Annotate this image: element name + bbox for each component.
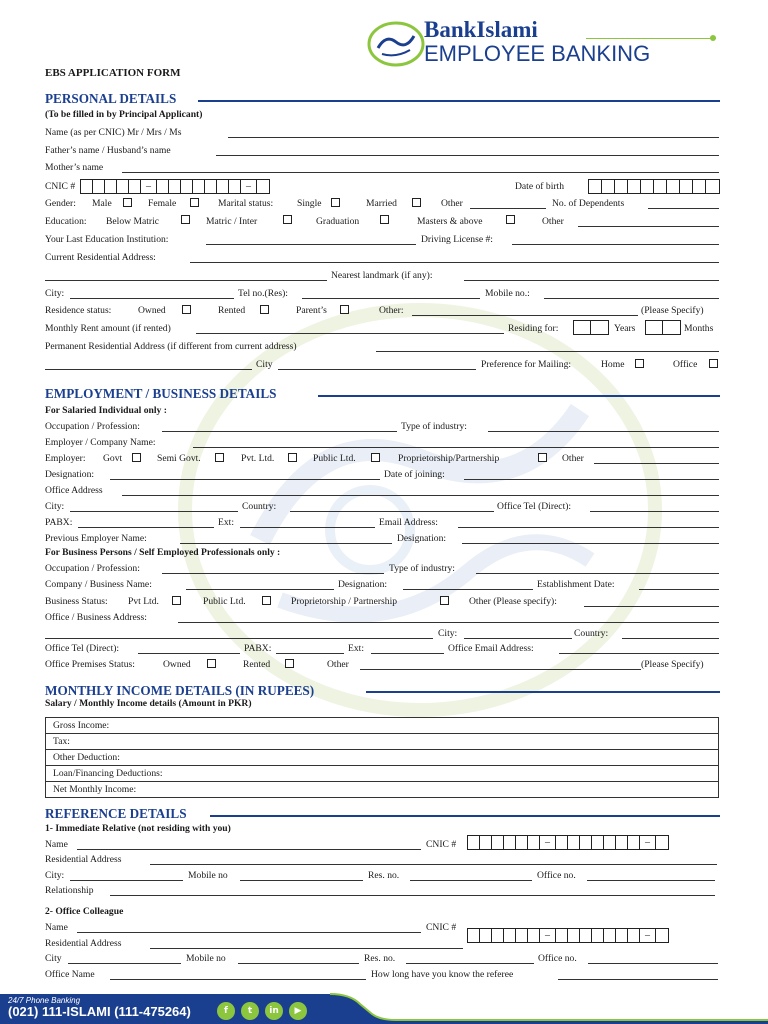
ref2-office-field[interactable] <box>588 963 718 964</box>
bpublic-label: Public Ltd. <box>203 596 246 607</box>
powned-label: Owned <box>163 659 191 670</box>
address-label: Current Residential Address: <box>45 252 156 263</box>
prev-employer-field[interactable] <box>180 543 392 544</box>
occupation-field[interactable] <box>162 431 397 432</box>
business-label: For Business Persons / Self Employed Professionals only : <box>45 547 281 558</box>
license-label: Driving License #: <box>421 234 493 245</box>
ref1-res-label: Res. no. <box>368 870 400 881</box>
ref1-res-field[interactable] <box>410 880 532 881</box>
email-label: Email Address: <box>379 517 438 528</box>
table-row[interactable] <box>46 766 719 782</box>
premises-label: Office Premises Status: <box>45 659 135 670</box>
ext-label: Ext: <box>218 517 234 528</box>
table-row[interactable] <box>46 750 719 766</box>
prented-checkbox[interactable] <box>285 659 294 668</box>
joining-label: Date of joining: <box>384 469 445 480</box>
employer-name-label: Employer / Company Name: <box>45 437 156 448</box>
designation-label: Designation: <box>45 469 95 480</box>
dob-label: Date of birth <box>515 181 565 192</box>
ref1-city-field[interactable] <box>70 880 183 881</box>
industry2-field[interactable] <box>476 573 719 574</box>
employment-heading-rule <box>318 395 720 397</box>
emp-city-field[interactable] <box>70 511 238 512</box>
office-name-label: Office Name <box>45 969 95 980</box>
btel-label: Office Tel (Direct): <box>45 643 120 654</box>
ref1-office-field[interactable] <box>587 880 715 881</box>
facebook-icon[interactable]: f <box>217 1002 235 1020</box>
employer-label: Employer: <box>45 453 86 464</box>
tel-label: Tel no.(Res): <box>238 288 288 299</box>
colleague-label: 2- Office Colleague <box>45 906 124 917</box>
established-field[interactable] <box>639 589 719 590</box>
edu-other-field[interactable] <box>578 226 719 227</box>
rented-label: Rented <box>218 305 246 316</box>
dependents-field[interactable] <box>648 208 719 209</box>
emp-city-label: City: <box>45 501 65 512</box>
pref-label: Preference for Mailing: <box>481 359 572 370</box>
single-label: Single <box>297 198 322 209</box>
bemail-field[interactable] <box>559 653 719 654</box>
table-row[interactable] <box>46 734 719 750</box>
masters-checkbox[interactable] <box>506 215 515 224</box>
income-row-label: Gross Income: <box>46 718 719 734</box>
bpabx-field[interactable] <box>276 653 344 654</box>
bext-label: Ext: <box>348 643 364 654</box>
income-table <box>45 717 719 798</box>
marital-label: Marital status: <box>218 198 274 209</box>
rented-checkbox[interactable] <box>260 305 269 314</box>
bpublic-checkbox[interactable] <box>262 596 271 605</box>
designation3-field[interactable] <box>403 589 533 590</box>
owned-checkbox[interactable] <box>182 305 191 314</box>
ref2-city-label: City <box>45 953 62 964</box>
company-field[interactable] <box>186 589 334 590</box>
youtube-icon[interactable]: ▶ <box>289 1002 307 1020</box>
single-checkbox[interactable] <box>331 198 340 207</box>
personal-note: (To be filled in by Principal Applicant) <box>45 109 203 120</box>
income-sub: Salary / Monthly Income details (Amount in PKR) <box>45 698 252 709</box>
office-name-field[interactable] <box>110 979 366 980</box>
rent-label: Monthly Rent amount (if rented) <box>45 323 171 334</box>
employment-heading: EMPLOYMENT / BUSINESS DETAILS <box>45 386 277 401</box>
married-label: Married <box>366 198 397 209</box>
bext-field[interactable] <box>371 653 444 654</box>
marital-other-field[interactable] <box>470 208 546 209</box>
perm-field[interactable] <box>376 351 719 352</box>
baddress-field[interactable] <box>178 622 719 623</box>
bother-field[interactable] <box>584 606 719 607</box>
govt-checkbox[interactable] <box>132 453 141 462</box>
occupation2-label: Occupation / Profession: <box>45 563 140 574</box>
pvt-checkbox[interactable] <box>288 453 297 462</box>
parents-checkbox[interactable] <box>340 305 349 314</box>
masters-label: Masters & above <box>417 216 483 227</box>
prop-checkbox[interactable] <box>538 453 547 462</box>
designation3-label: Designation: <box>338 579 388 590</box>
ext-field[interactable] <box>240 527 375 528</box>
ref1-office-label: Office no. <box>537 870 576 881</box>
reference-heading-rule <box>210 815 720 817</box>
emp-country-field[interactable] <box>290 511 494 512</box>
prev-designation-label: Designation: <box>397 533 447 544</box>
city-label: City: <box>45 288 65 299</box>
industry2-label: Type of industry: <box>389 563 455 574</box>
btel-field[interactable] <box>138 653 240 654</box>
ref2-city-field[interactable] <box>68 963 181 964</box>
years-label: Years <box>614 323 636 334</box>
emp-country-label: Country: <box>242 501 277 512</box>
govt-label: Govt <box>103 453 123 464</box>
phone-banking-label: 24/7 Phone Banking <box>8 996 81 1005</box>
graduation-label: Graduation <box>316 216 360 227</box>
residing-months-boxes[interactable] <box>645 320 681 335</box>
license-field[interactable] <box>512 244 719 245</box>
marital-other-label: Other <box>441 198 463 209</box>
gender-male-label: Male <box>92 198 112 209</box>
ref1-cnic-boxes[interactable]: – – <box>467 835 669 850</box>
mobile-field[interactable] <box>544 298 719 299</box>
brand-rule <box>586 38 716 39</box>
brand-subtitle: EMPLOYEE BANKING <box>424 41 651 66</box>
income-heading-rule <box>366 691 720 693</box>
education-label: Education: <box>45 216 87 227</box>
pother-label: Other <box>327 659 349 670</box>
relative-label: 1- Immediate Relative (not residing with you) <box>45 823 231 834</box>
office-address-label: Office Address <box>45 485 103 496</box>
institution-field[interactable] <box>206 244 416 245</box>
public-checkbox[interactable] <box>371 453 380 462</box>
table-row[interactable] <box>46 782 719 798</box>
months-label: Months <box>684 323 714 334</box>
residing-label: Residing for: <box>508 323 559 334</box>
brand-name: BankIslami <box>424 17 538 42</box>
ref2-name-label: Name <box>45 922 68 933</box>
ref2-mobile-field[interactable] <box>238 963 359 964</box>
ref1-relationship-field[interactable] <box>110 895 715 896</box>
reference-heading: REFERENCE DETAILS <box>45 806 187 821</box>
ref2-name-field[interactable] <box>77 932 421 933</box>
employer-other-label: Other <box>562 453 584 464</box>
gender-female-checkbox[interactable] <box>190 198 199 207</box>
name-field[interactable] <box>228 137 719 138</box>
linkedin-icon[interactable]: in <box>265 1002 283 1020</box>
joining-field[interactable] <box>464 479 719 480</box>
industry-field[interactable] <box>488 431 719 432</box>
edu-other-label: Other <box>542 216 564 227</box>
mother-field[interactable] <box>122 172 719 173</box>
established-label: Establishment Date: <box>537 579 615 590</box>
bank-logo-icon <box>366 20 426 68</box>
ref1-name-label: Name <box>45 839 68 850</box>
occupation2-field[interactable] <box>162 573 384 574</box>
father-label: Father’s name / Husband’s name <box>45 145 171 156</box>
bcity-field[interactable] <box>464 638 572 639</box>
income-row-label: Other Deduction: <box>46 750 719 766</box>
pref-home-label: Home <box>601 359 625 370</box>
prev-designation-field[interactable] <box>462 543 719 544</box>
married-checkbox[interactable] <box>412 198 421 207</box>
bpvt-checkbox[interactable] <box>172 596 181 605</box>
income-heading: MONTHLY INCOME DETAILS (IN RUPEES) <box>45 683 315 698</box>
form-title: EBS APPLICATION FORM <box>45 67 181 79</box>
ref2-cnic-boxes[interactable]: – – <box>467 928 669 943</box>
graduation-checkbox[interactable] <box>380 215 389 224</box>
tel-field[interactable] <box>302 298 480 299</box>
bcountry-field[interactable] <box>622 638 719 639</box>
salaried-label: For Salaried Individual only : <box>45 405 167 416</box>
landmark-label: Nearest landmark (if any): <box>331 270 433 281</box>
bpabx-label: PABX: <box>244 643 272 654</box>
cnic-label: CNIC # <box>45 181 76 192</box>
pabx-field[interactable] <box>78 527 214 528</box>
pspecify-label: (Please Specify) <box>641 659 704 670</box>
pother-field[interactable] <box>360 669 641 670</box>
bcity-label: City: <box>438 628 458 639</box>
bemail-label: Office Email Address: <box>448 643 534 654</box>
how-long-label: How long have you know the referee <box>371 969 514 980</box>
prev-employer-label: Previous Employer Name: <box>45 533 147 544</box>
pref-office-checkbox[interactable] <box>709 359 718 368</box>
owned-label: Owned <box>138 305 166 316</box>
address-field-2[interactable] <box>45 280 327 281</box>
brand-logo <box>366 20 426 68</box>
income-row-label: Net Monthly Income: <box>46 782 719 798</box>
address-field[interactable] <box>190 262 719 263</box>
baddress-field-2[interactable] <box>45 638 433 639</box>
personal-heading-rule <box>198 100 720 102</box>
below-matric-label: Below Matric <box>106 216 160 227</box>
pref-office-label: Office <box>673 359 698 370</box>
income-row-label: Loan/Financing Deductions: <box>46 766 719 782</box>
landmark-field[interactable] <box>464 280 719 281</box>
email-field[interactable] <box>458 527 719 528</box>
bcountry-label: Country: <box>574 628 609 639</box>
perm-city-label: City <box>256 359 273 370</box>
perm-city-field[interactable] <box>278 369 476 370</box>
ref1-name-field[interactable] <box>77 849 421 850</box>
industry-label: Type of industry: <box>401 421 467 432</box>
pabx-label: PABX: <box>45 517 73 528</box>
bother-label: Other (Please specify): <box>469 596 557 607</box>
ref2-cnic-label: CNIC # <box>426 922 457 933</box>
ref1-relationship-label: Relationship <box>45 885 94 896</box>
prented-label: Rented <box>243 659 271 670</box>
gender-male-checkbox[interactable] <box>123 198 132 207</box>
baddress-label: Office / Business Address: <box>45 612 147 623</box>
rent-field[interactable] <box>196 333 504 334</box>
semi-govt-label: Semi Govt. <box>157 453 201 464</box>
city-field[interactable] <box>70 298 234 299</box>
designation-field[interactable] <box>110 479 380 480</box>
income-row-label: Tax: <box>46 734 719 750</box>
parents-label: Parent’s <box>296 305 327 316</box>
res-other-field[interactable] <box>412 315 638 316</box>
ref2-address-label: Residential Address <box>45 938 122 949</box>
how-long-field[interactable] <box>558 979 718 980</box>
personal-heading: PERSONAL DETAILS <box>45 91 177 106</box>
matric-label: Matric / Inter <box>206 216 258 227</box>
ref1-mobile-field[interactable] <box>240 880 363 881</box>
ref2-office-label: Office no. <box>538 953 577 964</box>
institution-label: Your Last Education Institution: <box>45 234 169 245</box>
residence-label: Residence status: <box>45 305 112 316</box>
ref1-cnic-label: CNIC # <box>426 839 457 850</box>
powned-checkbox[interactable] <box>207 659 216 668</box>
company-label: Company / Business Name: <box>45 579 152 590</box>
ref1-address-label: Residential Address <box>45 854 122 865</box>
matric-checkbox[interactable] <box>283 215 292 224</box>
bstatus-label: Business Status: <box>45 596 108 607</box>
bpvt-label: Pvt Ltd. <box>128 596 159 607</box>
cnic-boxes[interactable]: – – <box>80 179 270 194</box>
res-other-label: Other: <box>379 305 404 316</box>
prop-label: Proprietorship/Partnership <box>398 453 500 464</box>
ref2-res-field[interactable] <box>406 963 534 964</box>
employer-name-field[interactable] <box>193 447 719 448</box>
dob-boxes[interactable] <box>588 179 720 194</box>
perm-field-2[interactable] <box>45 369 252 370</box>
father-field[interactable] <box>216 155 719 156</box>
gender-label: Gender: <box>45 198 76 209</box>
ref1-mobile-label: Mobile no <box>188 870 228 881</box>
mother-label: Mother’s name <box>45 162 104 173</box>
ref1-city-label: City: <box>45 870 65 881</box>
residing-years-boxes[interactable] <box>573 320 609 335</box>
below-matric-checkbox[interactable] <box>181 215 190 224</box>
office-address-field[interactable] <box>122 495 719 496</box>
gender-female-label: Female <box>148 198 177 209</box>
brand-dot <box>710 35 716 41</box>
semi-govt-checkbox[interactable] <box>215 453 224 462</box>
pref-home-checkbox[interactable] <box>635 359 644 368</box>
res-specify-label: (Please Specify) <box>641 305 704 316</box>
office-tel-field[interactable] <box>590 511 719 512</box>
public-label: Public Ltd. <box>313 453 356 464</box>
bprop-checkbox[interactable] <box>440 596 449 605</box>
bprop-label: Proprietorship / Partnership <box>291 596 398 607</box>
ref2-address-field[interactable] <box>150 948 463 949</box>
name-label: Name (as per CNIC) Mr / Mrs / Ms <box>45 127 182 138</box>
pvt-label: Pvt. Ltd. <box>241 453 275 464</box>
ref2-res-label: Res. no. <box>364 953 396 964</box>
dependents-label: No. of Dependents <box>552 198 625 209</box>
ref2-mobile-label: Mobile no <box>186 953 226 964</box>
occupation-label: Occupation / Profession: <box>45 421 140 432</box>
twitter-icon[interactable]: t <box>241 1002 259 1020</box>
phone-number[interactable]: (021) 111-ISLAMI (111-475264) <box>8 1004 191 1019</box>
perm-label: Permanent Residential Address (if different from current address) <box>45 341 297 352</box>
office-tel-label: Office Tel (Direct): <box>497 501 572 512</box>
ref1-address-field[interactable] <box>150 864 717 865</box>
table-row[interactable] <box>46 718 719 734</box>
mobile-label: Mobile no.: <box>485 288 530 299</box>
employer-other-field[interactable] <box>594 463 719 464</box>
